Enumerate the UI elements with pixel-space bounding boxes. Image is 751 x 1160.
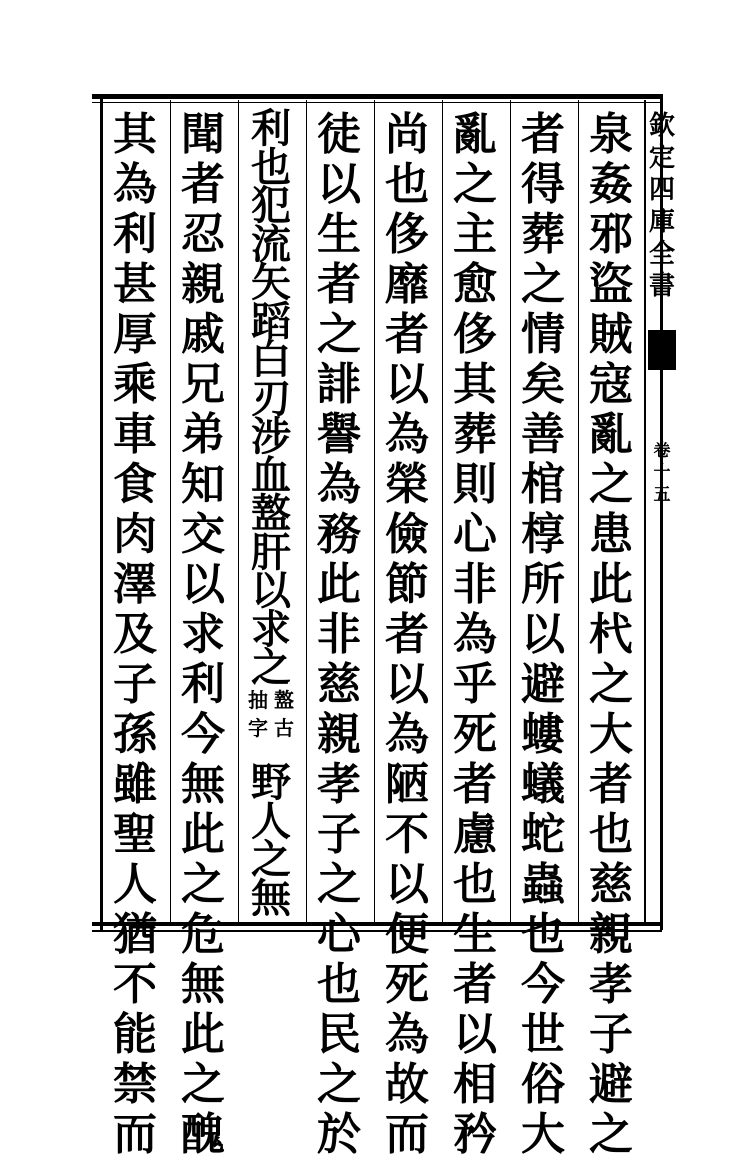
text-char: 為 <box>385 709 429 760</box>
book-title-char: 全 <box>648 239 675 269</box>
text-char: 以 <box>251 567 291 614</box>
text-char: 孫 <box>113 709 157 760</box>
text-char: 此 <box>317 559 361 610</box>
text-char: 人 <box>251 797 291 845</box>
text-char: 棺 <box>521 459 565 510</box>
text-char: 儉 <box>385 509 429 560</box>
text-char: 生 <box>453 909 497 960</box>
column-divider <box>238 100 239 924</box>
text-char: 也 <box>453 859 497 910</box>
text-char: 野 <box>251 759 291 806</box>
text-char: 死 <box>385 959 429 1010</box>
text-column-6 <box>244 105 298 922</box>
text-char: 刃 <box>251 374 291 422</box>
text-char: 善 <box>521 409 565 460</box>
text-char: 之 <box>453 159 497 210</box>
text-char: 避 <box>589 1059 633 1110</box>
juan-number <box>648 440 676 506</box>
text-char: 求 <box>181 609 225 660</box>
text-char: 以 <box>385 859 429 910</box>
text-char: 食 <box>113 459 157 510</box>
juan-char: 五 <box>653 485 671 505</box>
text-char: 之 <box>251 836 291 883</box>
text-char: 此 <box>181 809 225 860</box>
text-char: 盜 <box>589 259 633 310</box>
text-char: 也 <box>521 909 565 960</box>
book-title-char: 四 <box>648 175 675 205</box>
text-char: 之 <box>589 459 633 510</box>
text-char: 求 <box>251 605 291 653</box>
text-char: 所 <box>521 559 565 610</box>
text-char: 陋 <box>385 759 429 810</box>
interlinear-note <box>244 688 298 765</box>
column-divider <box>578 100 579 924</box>
text-char: 無 <box>251 874 291 922</box>
text-char: 人 <box>113 859 157 910</box>
text-char: 其 <box>113 109 157 160</box>
text-char: 其 <box>453 359 497 410</box>
text-char: 知 <box>181 459 225 510</box>
text-char: 者 <box>385 609 429 660</box>
column-divider <box>442 100 443 924</box>
text-char: 者 <box>589 759 633 810</box>
text-char: 聞 <box>181 109 225 160</box>
text-char: 而 <box>385 1109 429 1160</box>
text-char: 車 <box>113 409 157 460</box>
text-char: 以 <box>317 159 361 210</box>
text-column-5 <box>312 109 366 1160</box>
text-char: 侈 <box>385 209 429 260</box>
text-char: 民 <box>317 1009 361 1060</box>
text-char: 之 <box>589 659 633 710</box>
text-char: 相 <box>453 1059 497 1110</box>
text-char: 親 <box>317 709 361 760</box>
text-char: 之 <box>317 1059 361 1110</box>
text-char: 利 <box>251 105 291 152</box>
text-char: 大 <box>521 1109 565 1160</box>
text-char: 及 <box>113 609 157 660</box>
text-char: 賊 <box>589 309 633 360</box>
text-char: 無 <box>181 959 225 1010</box>
text-char: 侈 <box>453 309 497 360</box>
text-char: 非 <box>453 559 497 610</box>
text-char: 不 <box>385 809 429 860</box>
text-char: 以 <box>385 659 429 710</box>
column-divider <box>510 100 511 924</box>
text-char: 心 <box>317 909 361 960</box>
text-char: 猶 <box>113 909 157 960</box>
text-char: 交 <box>181 509 225 560</box>
text-char: 能 <box>113 1009 157 1060</box>
text-char: 之 <box>181 1059 225 1110</box>
text-char: 則 <box>453 459 497 510</box>
text-char: 椁 <box>521 509 565 560</box>
text-char: 者 <box>385 309 429 360</box>
text-char: 故 <box>385 1059 429 1110</box>
text-char: 世 <box>521 1009 565 1060</box>
text-char: 慮 <box>453 809 497 860</box>
text-char: 甚 <box>113 259 157 310</box>
text-char: 利 <box>113 209 157 260</box>
column-divider <box>170 100 171 924</box>
text-char: 此 <box>589 559 633 610</box>
text-char: 者 <box>181 159 225 210</box>
text-char: 大 <box>589 709 633 760</box>
text-char: 之 <box>589 1109 633 1160</box>
text-char: 弟 <box>181 409 225 460</box>
text-char: 無 <box>181 759 225 810</box>
text-char: 患 <box>589 509 633 560</box>
text-char: 以 <box>181 559 225 610</box>
text-char: 蟲 <box>521 859 565 910</box>
margin-divider <box>644 100 646 924</box>
text-char: 以 <box>521 609 565 660</box>
note-char: 盩 <box>274 687 294 712</box>
text-char: 矜 <box>453 1109 497 1160</box>
text-char: 犯 <box>251 182 291 229</box>
text-char: 杙 <box>589 609 633 660</box>
note-char: 字 <box>248 715 268 740</box>
text-char: 非 <box>317 609 361 660</box>
text-column-8 <box>108 109 162 1160</box>
text-char: 乘 <box>113 359 157 410</box>
text-char: 今 <box>521 959 565 1010</box>
text-char: 於 <box>317 1109 361 1160</box>
text-char: 雖 <box>113 759 157 810</box>
text-char: 亂 <box>453 109 497 160</box>
text-char: 之 <box>317 859 361 910</box>
text-char: 泉 <box>589 109 633 160</box>
text-char: 親 <box>181 259 225 310</box>
text-char: 之 <box>181 859 225 910</box>
book-title-char: 定 <box>648 143 675 173</box>
text-column-7 <box>176 109 230 1160</box>
text-char: 姦 <box>589 159 633 210</box>
book-title-char: 欽 <box>648 111 675 141</box>
text-char: 尚 <box>385 109 429 160</box>
text-column-4 <box>380 109 434 1160</box>
text-char: 誹 <box>317 359 361 410</box>
juan-char: 十 <box>653 463 671 483</box>
text-char: 危 <box>181 909 225 960</box>
text-char: 邪 <box>589 209 633 260</box>
text-char: 生 <box>317 209 361 260</box>
text-char: 寇 <box>589 359 633 410</box>
text-char: 而 <box>113 1109 157 1160</box>
text-char: 務 <box>317 509 361 560</box>
text-column-2 <box>516 109 570 1160</box>
text-char: 流 <box>251 220 291 268</box>
text-char: 節 <box>385 559 429 610</box>
text-char: 矣 <box>521 359 565 410</box>
text-char: 親 <box>589 909 633 960</box>
book-title <box>648 110 676 302</box>
text-char: 忍 <box>181 209 225 260</box>
text-char: 此 <box>181 1009 225 1060</box>
frame-top-inner-line <box>92 102 662 103</box>
text-char: 為 <box>385 409 429 460</box>
text-char: 今 <box>181 709 225 760</box>
text-char: 兄 <box>181 359 225 410</box>
frame-top-line <box>92 94 662 99</box>
text-char: 子 <box>589 1009 633 1060</box>
text-char: 禁 <box>113 1059 157 1110</box>
text-char: 得 <box>521 159 565 210</box>
text-char: 螻 <box>521 709 565 760</box>
text-char: 肉 <box>113 509 157 560</box>
text-char: 白 <box>251 336 291 383</box>
note-column-right <box>274 688 294 765</box>
text-char: 避 <box>521 659 565 710</box>
note-char: 抽 <box>248 687 268 712</box>
text-char: 亂 <box>589 409 633 460</box>
text-char: 者 <box>317 259 361 310</box>
text-char: 厚 <box>113 309 157 360</box>
text-char: 死 <box>453 709 497 760</box>
text-char: 澤 <box>113 559 157 610</box>
text-char: 譽 <box>317 409 361 460</box>
text-char: 愈 <box>453 259 497 310</box>
text-char: 孝 <box>317 759 361 810</box>
text-char: 蹈 <box>251 297 291 345</box>
text-char: 者 <box>453 959 497 1010</box>
text-char: 者 <box>521 109 565 160</box>
text-char: 葬 <box>453 409 497 460</box>
frame-left-line <box>100 94 103 930</box>
text-char: 盩 <box>251 490 291 537</box>
text-char: 血 <box>251 451 291 499</box>
text-char: 孝 <box>589 959 633 1010</box>
text-char: 也 <box>317 959 361 1010</box>
text-char: 為 <box>317 459 361 510</box>
text-char: 榮 <box>385 459 429 510</box>
text-char: 也 <box>589 809 633 860</box>
text-char: 利 <box>181 659 225 710</box>
text-char: 為 <box>385 1009 429 1060</box>
text-char: 為 <box>113 159 157 210</box>
text-char: 靡 <box>385 259 429 310</box>
book-title-char: 書 <box>648 271 675 301</box>
text-char: 聖 <box>113 809 157 860</box>
text-char: 蟻 <box>521 759 565 810</box>
text-char: 乎 <box>453 659 497 710</box>
text-char: 矢 <box>251 259 291 306</box>
text-char: 葬 <box>521 209 565 260</box>
text-char: 慈 <box>589 859 633 910</box>
text-char: 醜 <box>181 1109 225 1160</box>
text-char: 肝 <box>251 528 291 576</box>
text-char: 以 <box>385 359 429 410</box>
text-char: 主 <box>453 209 497 260</box>
column-divider <box>306 100 307 924</box>
text-char: 之 <box>251 644 291 691</box>
text-char: 徒 <box>317 109 361 160</box>
text-char: 也 <box>251 143 291 191</box>
text-char: 也 <box>385 159 429 210</box>
text-char: 心 <box>453 509 497 560</box>
text-char: 之 <box>317 309 361 360</box>
juan-char: 卷 <box>653 441 671 461</box>
text-char: 便 <box>385 909 429 960</box>
text-char: 之 <box>521 259 565 310</box>
text-char: 以 <box>453 1009 497 1060</box>
text-char: 為 <box>453 609 497 660</box>
note-column-left <box>248 688 268 765</box>
text-char: 者 <box>453 759 497 810</box>
text-char: 慈 <box>317 659 361 710</box>
text-char: 子 <box>317 809 361 860</box>
text-char: 不 <box>113 959 157 1010</box>
text-char: 情 <box>521 309 565 360</box>
text-column-1 <box>584 109 638 1160</box>
note-char: 古 <box>274 715 294 740</box>
column-divider <box>374 100 375 924</box>
text-column-3 <box>448 109 502 1160</box>
text-char: 子 <box>113 659 157 710</box>
book-title-char: 庫 <box>648 207 675 237</box>
text-char: 戚 <box>181 309 225 360</box>
text-char: 涉 <box>251 413 291 460</box>
text-char: 蛇 <box>521 809 565 860</box>
text-char: 俗 <box>521 1059 565 1110</box>
fish-tail-mark <box>648 330 676 370</box>
